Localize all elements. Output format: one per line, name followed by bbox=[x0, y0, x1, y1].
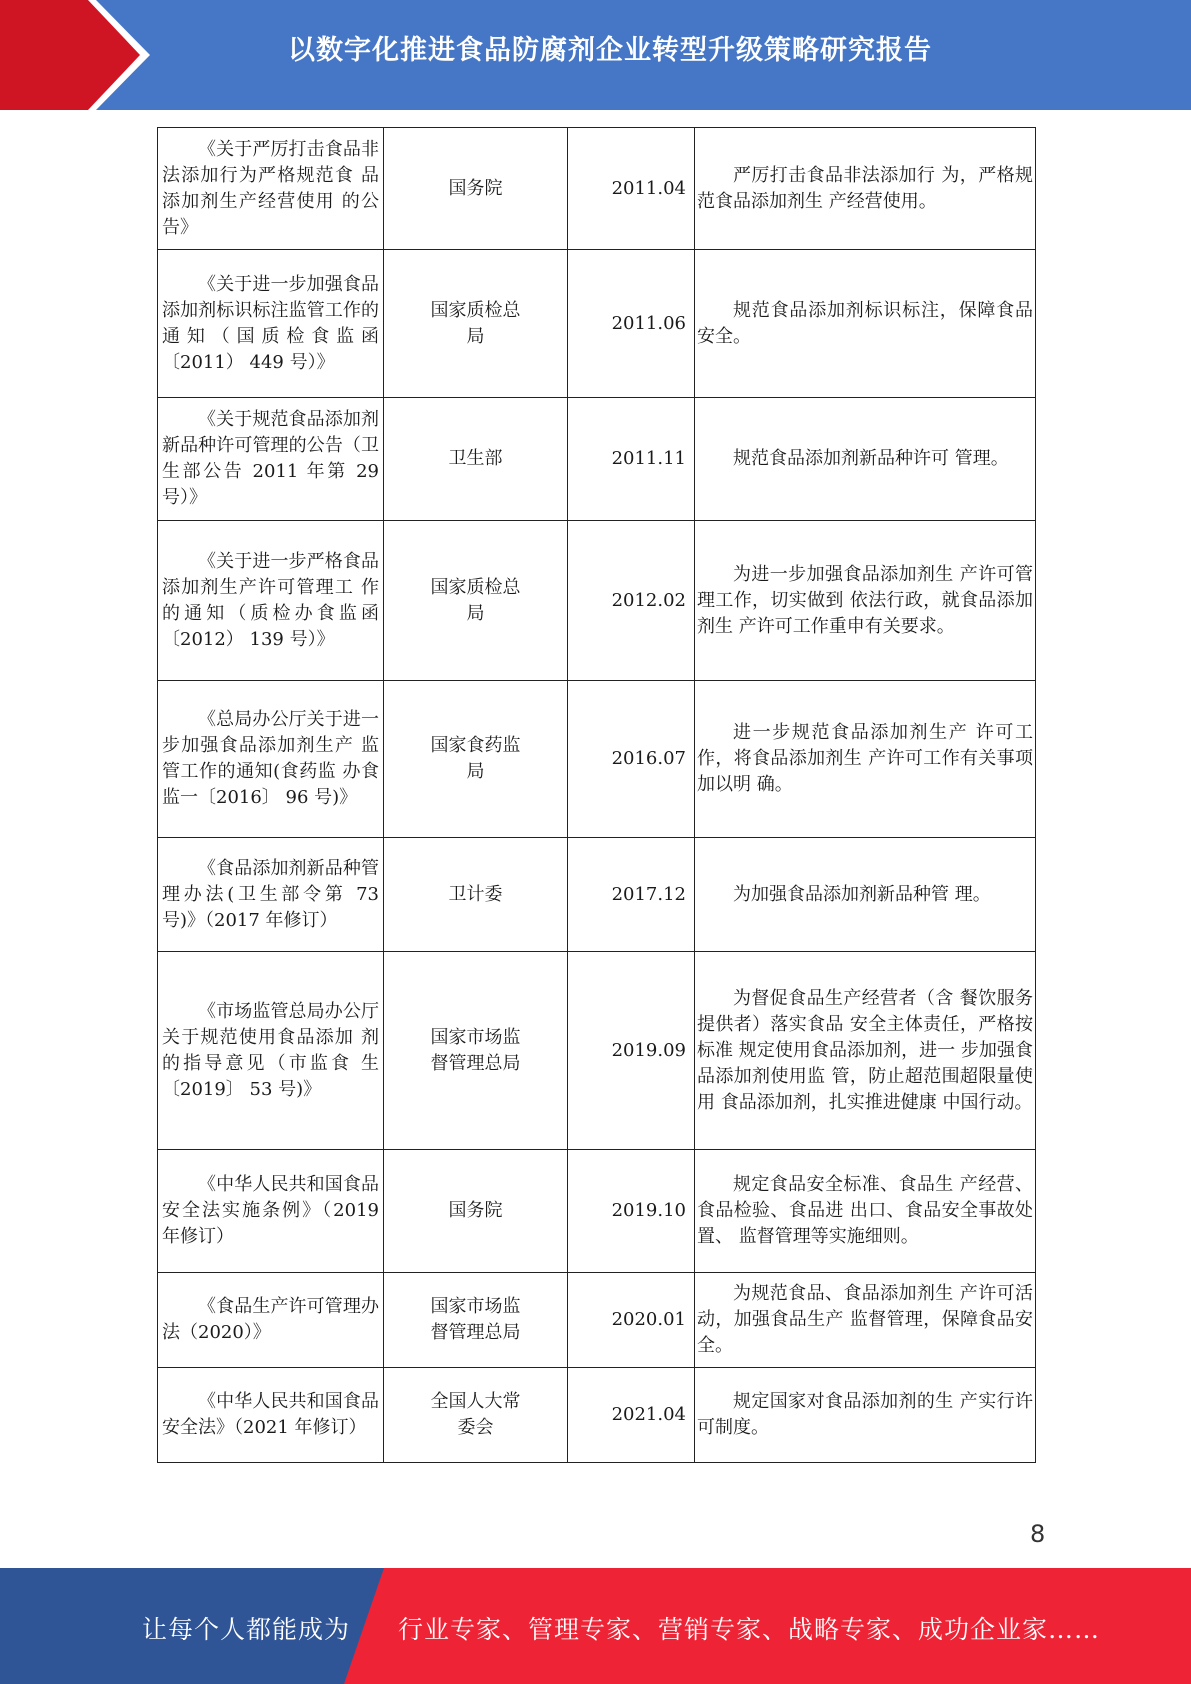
issue-date-cell: 2011.04 bbox=[568, 128, 695, 250]
policy-description-cell: 为加强食品添加剂新品种管 理。 bbox=[695, 838, 1036, 952]
policy-description-cell: 规定国家对食品添加剂的生 产实行许可制度。 bbox=[695, 1368, 1036, 1463]
issue-date-cell: 2021.04 bbox=[568, 1368, 695, 1463]
policy-table bbox=[157, 127, 1036, 1463]
issue-date-cell: 2017.12 bbox=[568, 838, 695, 952]
table-row bbox=[158, 1150, 1036, 1273]
table-row bbox=[158, 521, 1036, 681]
issue-date-cell: 2011.06 bbox=[568, 250, 695, 398]
issuing-body-cell: 国务院 bbox=[384, 128, 568, 250]
table-row bbox=[158, 128, 1036, 250]
issue-date-cell: 2012.02 bbox=[568, 521, 695, 681]
policy-name-cell: 《总局办公厅关于进一 步加强食品添加剂生产 监管工作的通知(食药监 办食监一〔2016〕 96 号)》 bbox=[158, 681, 384, 838]
report-title: 以数字化推进食品防腐剂企业转型升级策略研究报告 bbox=[288, 35, 932, 66]
footer-slogan-right: 行业专家、管理专家、营销专家、战略专家、成功企业家…… bbox=[398, 1615, 1101, 1644]
policy-table-container bbox=[157, 127, 1036, 1463]
policy-description-cell: 规范食品添加剂标识标注，保障食品安全。 bbox=[695, 250, 1036, 398]
policy-name-cell: 《食品添加剂新品种管 理办法(卫生部令第 73 号)》（2017 年修订） bbox=[158, 838, 384, 952]
policy-description-cell: 严厉打击食品非法添加行 为，严格规范食品添加剂生 产经营使用。 bbox=[695, 128, 1036, 250]
issuing-body-cell: 卫生部 bbox=[384, 398, 568, 521]
policy-description-cell: 为进一步加强食品添加剂生 产许可管理工作，切实做到 依法行政，就食品添加剂生 产许可工作重申有关要求。 bbox=[695, 521, 1036, 681]
policy-description-cell: 为督促食品生产经营者（含 餐饮服务提供者）落实食品 安全主体责任，严格按标准 规定使用食品添加剂，进一 步加强食品添加剂使用监 管，防止超范围超限量使用 食品添加剂，扎实推进健康 中国行动。 bbox=[695, 952, 1036, 1150]
issue-date-cell: 2016.07 bbox=[568, 681, 695, 838]
page-footer bbox=[0, 1568, 1191, 1684]
policy-name-cell: 《关于规范食品添加剂 新品种许可管理的公告（卫生部公告 2011 年第 29 号）》 bbox=[158, 398, 384, 521]
issue-date-cell: 2019.09 bbox=[568, 952, 695, 1150]
issuing-body-cell: 国务院 bbox=[384, 1150, 568, 1273]
policy-description-cell: 规定食品安全标准、食品生 产经营、食品检验、食品进 出口、食品安全事故处置、 监督管理等实施细则。 bbox=[695, 1150, 1036, 1273]
issuing-body-cell: 国家市场监督管理总局 bbox=[384, 952, 568, 1150]
policy-name-cell: 《中华人民共和国食品 安全法》（2021 年修订） bbox=[158, 1368, 384, 1463]
policy-name-cell: 《中华人民共和国食品 安全法实施条例》（2019 年修订） bbox=[158, 1150, 384, 1273]
issuing-body-cell: 国家质检总局 bbox=[384, 250, 568, 398]
issue-date-cell: 2019.10 bbox=[568, 1150, 695, 1273]
page-header bbox=[0, 0, 1191, 110]
table-row bbox=[158, 250, 1036, 398]
table-row bbox=[158, 952, 1036, 1150]
policy-name-cell: 《关于严厉打击食品非 法添加行为严格规范食 品添加剂生产经营使用 的公告》 bbox=[158, 128, 384, 250]
policy-name-cell: 《关于进一步严格食品 添加剂生产许可管理工 作的通知（质检办食监函〔2012） 139 号）》 bbox=[158, 521, 384, 681]
header-arrow-decoration bbox=[0, 0, 150, 110]
policy-description-cell: 为规范食品、食品添加剂生 产许可活动，加强食品生产 监督管理，保障食品安全。 bbox=[695, 1273, 1036, 1368]
issuing-body-cell: 卫计委 bbox=[384, 838, 568, 952]
policy-description-cell: 规范食品添加剂新品种许可 管理。 bbox=[695, 398, 1036, 521]
policy-name-cell: 《食品生产许可管理办法（2020）》 bbox=[158, 1273, 384, 1368]
issuing-body-cell: 国家质检总局 bbox=[384, 521, 568, 681]
issuing-body-cell: 全国人大常委会 bbox=[384, 1368, 568, 1463]
policy-name-cell: 《关于进一步加强食品 添加剂标识标注监管工作的通知（国质检食监函〔2011） 449 号）》 bbox=[158, 250, 384, 398]
table-row bbox=[158, 398, 1036, 521]
issue-date-cell: 2020.01 bbox=[568, 1273, 695, 1368]
issuing-body-cell: 国家市场监督管理总局 bbox=[384, 1273, 568, 1368]
policy-description-cell: 进一步规范食品添加剂生产 许可工作，将食品添加剂生 产许可工作有关事项加以明 确。 bbox=[695, 681, 1036, 838]
table-row bbox=[158, 838, 1036, 952]
footer-slogan-left: 让每个人都能成为 bbox=[142, 1615, 351, 1644]
table-row bbox=[158, 681, 1036, 838]
policy-name-cell: 《市场监管总局办公厅 关于规范使用食品添加 剂的指导意见（市监食 生〔2019〕 53 号)》 bbox=[158, 952, 384, 1150]
issuing-body-cell: 国家食药监局 bbox=[384, 681, 568, 838]
page-number: 8 bbox=[1030, 1520, 1046, 1548]
issue-date-cell: 2011.11 bbox=[568, 398, 695, 521]
table-row bbox=[158, 1273, 1036, 1368]
table-row bbox=[158, 1368, 1036, 1463]
